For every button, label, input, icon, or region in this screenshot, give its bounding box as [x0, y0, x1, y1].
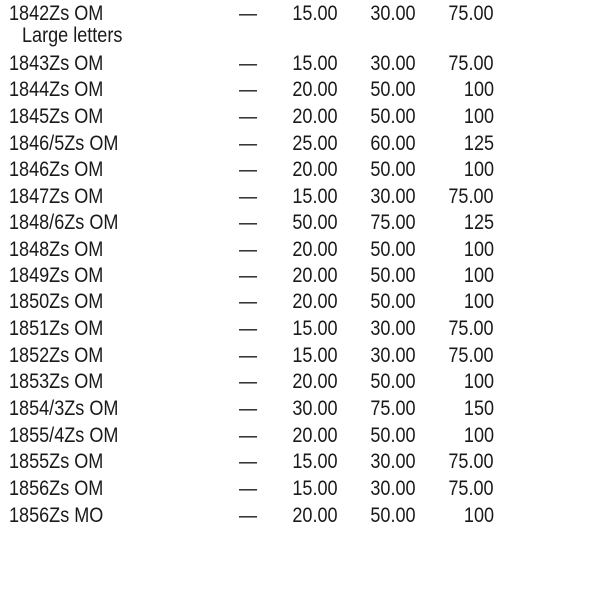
value-cell-2: 50.00 — [370, 290, 416, 313]
dash-cell: — — [238, 264, 258, 287]
table-row — [0, 51, 600, 77]
value-cell-3: 125 — [463, 211, 494, 234]
table-row — [0, 210, 600, 236]
value-cell-3: 125 — [463, 132, 494, 155]
value-cell-3: 75.00 — [448, 450, 494, 473]
value-cell-2: 30.00 — [370, 344, 416, 367]
table-row — [0, 476, 600, 502]
value-cell-1: 20.00 — [292, 290, 338, 313]
dash-cell: — — [238, 78, 258, 101]
dash-cell: — — [238, 370, 258, 393]
date-cell: 1844Zs OM — [9, 78, 104, 101]
value-cell-3: 100 — [463, 78, 494, 101]
value-cell-2: 75.00 — [370, 397, 416, 420]
dash-cell: — — [238, 52, 258, 75]
date-cell: 1846/5Zs OM — [9, 132, 119, 155]
value-cell-3: 100 — [463, 504, 494, 527]
value-cell-1: 15.00 — [292, 2, 338, 25]
table-row — [0, 316, 600, 342]
value-cell-1: 20.00 — [292, 158, 338, 181]
date-cell: 1855Zs OM — [9, 450, 104, 473]
table-row — [0, 77, 600, 103]
date-cell: 1850Zs OM — [9, 290, 104, 313]
date-cell: 1842Zs OM — [9, 2, 104, 25]
value-cell-3: 75.00 — [448, 185, 494, 208]
table-row — [0, 343, 600, 369]
value-cell-2: 50.00 — [370, 158, 416, 181]
date-cell: 1856Zs OM — [9, 477, 104, 500]
value-cell-3: 100 — [463, 238, 494, 261]
dash-cell: — — [238, 158, 258, 181]
value-cell-1: 20.00 — [292, 424, 338, 447]
value-cell-2: 30.00 — [370, 2, 416, 25]
table-row — [0, 104, 600, 130]
dash-cell: — — [238, 344, 258, 367]
dash-cell: — — [238, 105, 258, 128]
value-cell-3: 75.00 — [448, 52, 494, 75]
date-cell: 1848/6Zs OM — [9, 211, 119, 234]
value-cell-3: 150 — [463, 397, 494, 420]
table-row — [0, 449, 600, 475]
date-cell: 1846Zs OM — [9, 158, 104, 181]
dash-cell: — — [238, 2, 258, 25]
value-cell-2: 50.00 — [370, 424, 416, 447]
date-cell: 1856Zs MO — [9, 504, 104, 527]
value-cell-3: 75.00 — [448, 317, 494, 340]
date-cell: 1848Zs OM — [9, 238, 104, 261]
value-cell-2: 60.00 — [370, 132, 416, 155]
value-cell-1: 15.00 — [292, 52, 338, 75]
value-cell-3: 100 — [463, 424, 494, 447]
value-cell-1: 15.00 — [292, 344, 338, 367]
value-cell-2: 50.00 — [370, 264, 416, 287]
table-row — [0, 263, 600, 289]
value-cell-1: 20.00 — [292, 370, 338, 393]
value-cell-1: 20.00 — [292, 238, 338, 261]
date-cell: 1852Zs OM — [9, 344, 104, 367]
dash-cell: — — [238, 132, 258, 155]
value-cell-1: 20.00 — [292, 264, 338, 287]
value-cell-1: 15.00 — [292, 450, 338, 473]
value-cell-3: 100 — [463, 158, 494, 181]
value-cell-1: 50.00 — [292, 211, 338, 234]
date-cell: 1845Zs OM — [9, 105, 104, 128]
table-row — [0, 423, 600, 449]
value-cell-2: 50.00 — [370, 504, 416, 527]
value-cell-2: 30.00 — [370, 477, 416, 500]
dash-cell: — — [238, 185, 258, 208]
table-row — [0, 369, 600, 395]
value-cell-1: 15.00 — [292, 317, 338, 340]
date-cell: 1855/4Zs OM — [9, 424, 119, 447]
dash-cell: — — [238, 424, 258, 447]
value-cell-2: 50.00 — [370, 105, 416, 128]
date-cell: 1853Zs OM — [9, 370, 104, 393]
value-cell-2: 30.00 — [370, 450, 416, 473]
table-row — [0, 131, 600, 157]
value-cell-3: 75.00 — [448, 477, 494, 500]
dash-cell: — — [238, 238, 258, 261]
value-cell-3: 75.00 — [448, 344, 494, 367]
table-row — [0, 184, 600, 210]
value-cell-2: 50.00 — [370, 78, 416, 101]
value-cell-3: 100 — [463, 105, 494, 128]
date-cell: 1847Zs OM — [9, 185, 104, 208]
value-cell-2: 50.00 — [370, 238, 416, 261]
dash-cell: — — [238, 397, 258, 420]
value-cell-3: 100 — [463, 370, 494, 393]
value-cell-2: 30.00 — [370, 185, 416, 208]
table-row — [0, 237, 600, 263]
date-cell: 1851Zs OM — [9, 317, 104, 340]
dash-cell: — — [238, 211, 258, 234]
table-row — [0, 396, 600, 422]
value-cell-2: 75.00 — [370, 211, 416, 234]
value-cell-1: 20.00 — [292, 78, 338, 101]
dash-cell: — — [238, 290, 258, 313]
dash-cell: — — [238, 477, 258, 500]
value-cell-2: 50.00 — [370, 370, 416, 393]
value-cell-2: 30.00 — [370, 52, 416, 75]
value-cell-2: 30.00 — [370, 317, 416, 340]
date-cell: 1843Zs OM — [9, 52, 104, 75]
value-cell-3: 100 — [463, 290, 494, 313]
date-cell: 1854/3Zs OM — [9, 397, 119, 420]
date-cell: 1849Zs OM — [9, 264, 104, 287]
dash-cell: — — [238, 504, 258, 527]
value-cell-1: 15.00 — [292, 185, 338, 208]
row-note: Large letters — [22, 24, 123, 47]
table-row — [0, 289, 600, 315]
dash-cell: — — [238, 317, 258, 340]
value-cell-3: 100 — [463, 264, 494, 287]
value-cell-1: 15.00 — [292, 477, 338, 500]
value-cell-1: 20.00 — [292, 504, 338, 527]
table-row — [0, 503, 600, 529]
table-row — [0, 157, 600, 183]
value-cell-1: 20.00 — [292, 105, 338, 128]
dash-cell: — — [238, 450, 258, 473]
value-cell-1: 30.00 — [292, 397, 338, 420]
value-cell-1: 25.00 — [292, 132, 338, 155]
value-cell-3: 75.00 — [448, 2, 494, 25]
